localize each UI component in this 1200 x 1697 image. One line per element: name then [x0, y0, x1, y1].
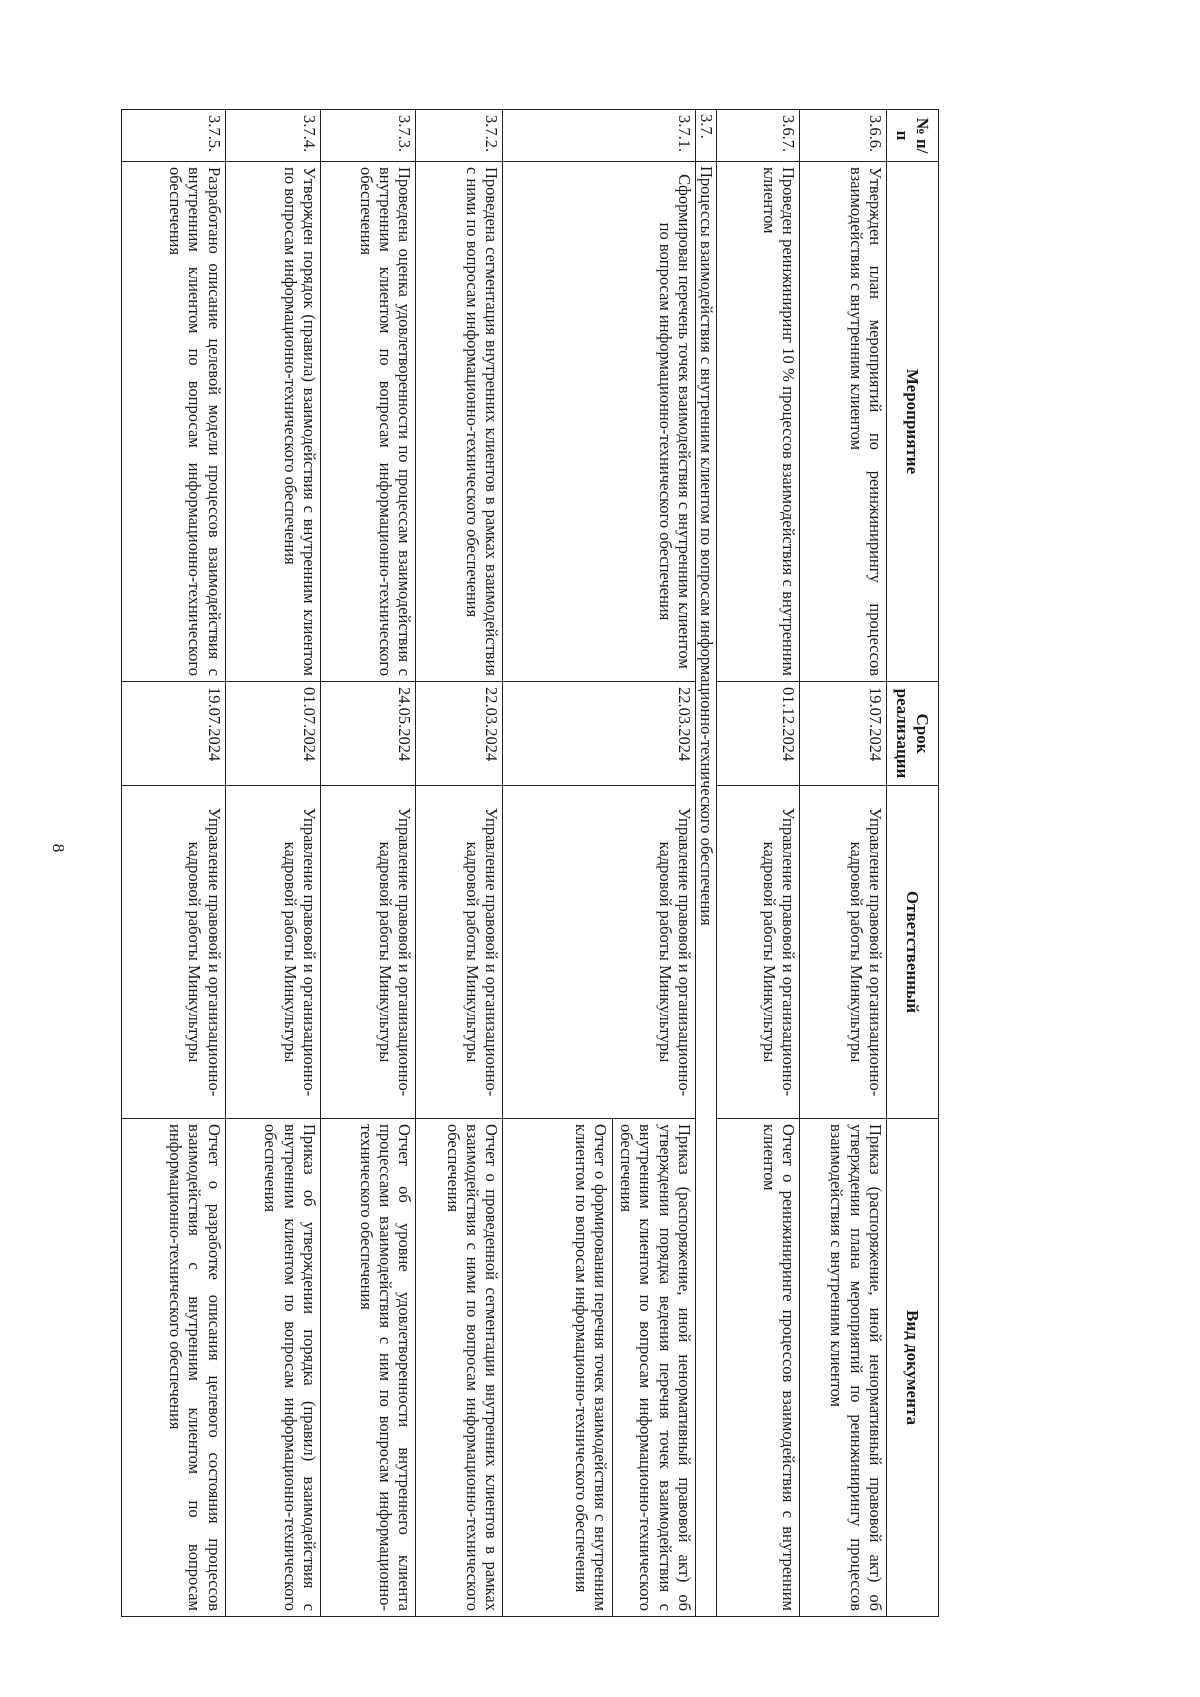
section-row	[696, 110, 717, 1617]
cell-deadline: 01.07.2024	[225, 682, 320, 786]
table-row	[799, 110, 886, 1617]
cell-event: Проведен реинжиниринг 10 % процессов взаимодействия с внутренним клиентом	[717, 162, 800, 682]
cell-num: 3.6.6.	[799, 110, 886, 162]
header-num: № п/п	[887, 110, 939, 162]
cell-event: Утвержден порядок (правила) взаимодействия с внутренним клиентом по вопросам информационно-технического обеспечения	[225, 162, 320, 682]
document-table-rotated	[121, 109, 939, 1616]
cell-deadline: 24.05.2024	[321, 682, 416, 786]
cell-deadline: 01.12.2024	[717, 682, 800, 786]
cell-doc-type: Приказ об утверждении порядка (правил) взаимодействия с внутренним клиентом по вопросам информационно-технического обеспечения	[225, 1119, 320, 1617]
header-doc-type: Вид документа	[887, 1119, 939, 1617]
cell-responsible: Управление правовой и организационно-кадровой работы Минкультуры	[225, 786, 320, 1119]
cell-doc-type: Отчет о разработке описания целевого состояния процессов взаимодействия с внутренним клиентом по вопросам информационно-технического обеспечения	[122, 1119, 226, 1617]
section-num: 3.7.	[696, 110, 717, 162]
section-title: Процессы взаимодействия с внутренним клиентом по вопросам информационно-технического обеспечения	[696, 162, 717, 1617]
cell-responsible: Управление правовой и организационно-кадровой работы Минкультуры	[503, 786, 696, 1119]
header-deadline: Срок реализации	[887, 682, 939, 786]
page-number: 8	[49, 843, 68, 853]
table-row	[717, 110, 800, 1617]
cell-doc-type: Отчет об уровне удовлетворенности внутреннего клиента процессами взаимодействия с ним по вопросам информационно-технического обеспечения	[321, 1119, 416, 1617]
cell-responsible: Управление правовой и организационно-кадровой работы Минкультуры	[321, 786, 416, 1119]
cell-responsible: Управление правовой и организационно-кадровой работы Минкультуры	[799, 786, 886, 1119]
cell-doc-type: Отчет о реинжиниринге процессов взаимодействия с внутренним клиентом	[717, 1119, 800, 1617]
cell-num: 3.7.1.	[503, 110, 696, 162]
doc-type-report: Отчет о формировании перечня точек взаимодействия с внутренним клиентом по вопросам информационно-технического обеспечения	[571, 1119, 613, 1616]
cell-responsible: Управление правовой и организационно-кадровой работы Минкультуры	[717, 786, 800, 1119]
cell-num: 3.7.2.	[416, 110, 503, 162]
cell-num: 3.7.5.	[122, 110, 226, 162]
cell-deadline: 22.03.2024	[416, 682, 503, 786]
cell-num: 3.7.3.	[321, 110, 416, 162]
cell-deadline: 19.07.2024	[122, 682, 226, 786]
cell-doc-type: Отчет о проведенной сегментации внутренних клиентов в рамках взаимодействия с ними по вопросам информационно-технического обеспечения	[416, 1119, 503, 1617]
cell-responsible: Управление правовой и организационно-кадровой работы Минкультуры	[416, 786, 503, 1119]
cell-doc-type: Приказ (распоряжение, иной ненормативный правовой акт) об утверждении плана мероприятий по реинжинирингу процессов взаимодействия с внутренним клиентом	[799, 1119, 886, 1617]
header-responsible: Ответственный	[887, 786, 939, 1119]
table-row	[416, 110, 503, 1617]
cell-deadline: 19.07.2024	[799, 682, 886, 786]
table-row	[503, 110, 696, 1617]
cell-event: Проведена оценка удовлетворенности по процессам взаимодействия с внутренним клиентом по вопросам информационно-технического обеспечения	[321, 162, 416, 682]
cell-responsible: Управление правовой и организационно-кадровой работы Минкультуры	[122, 786, 226, 1119]
cell-num: 3.7.4.	[225, 110, 320, 162]
cell-event: Проведена сегментация внутренних клиентов в рамках взаимодействия с ними по вопросам информационно-технического обеспечения	[416, 162, 503, 682]
cell-event: Сформирован перечень точек взаимодействия с внутренним клиентом по вопросам информационно-технического обеспечения	[503, 162, 696, 682]
doc-type-order: Приказ (распоряжение, иной ненормативный правовой акт) об утверждении порядка ведения перечня точек взаимодействия с внутренним клиентом по вопросам информационно-технического обеспечения	[617, 1124, 695, 1611]
table-row	[225, 110, 320, 1617]
events-table	[121, 109, 939, 1617]
table-row	[321, 110, 416, 1617]
header-event: Мероприятие	[887, 162, 939, 682]
cell-num: 3.6.7.	[717, 110, 800, 162]
cell-deadline: 22.03.2024	[503, 682, 696, 786]
table-header-row	[887, 110, 939, 1617]
cell-doc-type	[503, 1119, 696, 1617]
cell-event: Разработано описание целевой модели процессов взаимодействия с внутренним клиентом по вопросам информационно-технического обеспечения	[122, 162, 226, 682]
table-row	[122, 110, 226, 1617]
cell-event: Утвержден план мероприятий по реинжинирингу процессов взаимодействия с внутренним клиентом	[799, 162, 886, 682]
